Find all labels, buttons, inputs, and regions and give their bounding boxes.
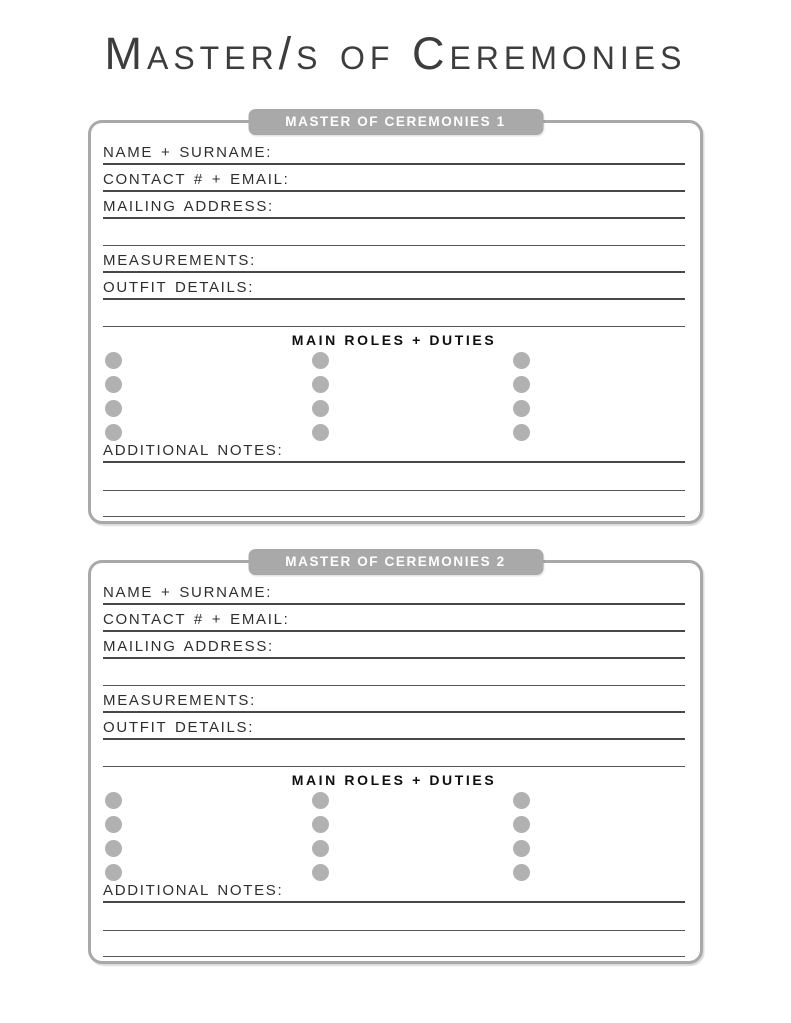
outfit-details-write-line[interactable] xyxy=(254,273,685,298)
mc-section-1-card xyxy=(88,114,703,524)
roles-bullet-grid xyxy=(103,792,685,881)
contact-email-write-line[interactable] xyxy=(290,605,686,630)
measurements-write-line[interactable] xyxy=(256,246,685,271)
bullet-dot xyxy=(513,424,530,441)
bullet-dot xyxy=(105,400,122,417)
bullet-dot xyxy=(312,864,329,881)
outfit-details-field xyxy=(103,713,685,740)
mailing-address-field xyxy=(103,192,685,219)
outfit-details-label: OUTFIT DETAILS: xyxy=(103,718,255,736)
bullet-dot xyxy=(312,376,329,393)
roles-bullet-column-2 xyxy=(312,792,513,881)
notes-extra-write-line-2[interactable] xyxy=(103,931,685,957)
bullet-dot xyxy=(513,352,530,369)
bullet-dot xyxy=(105,352,122,369)
mc-section-2-badge-label: MASTER OF CEREMONIES 2 xyxy=(285,554,506,570)
mc-section-1-badge-label: MASTER OF CEREMONIES 1 xyxy=(285,114,506,130)
bullet-dot xyxy=(105,792,122,809)
bullet-dot xyxy=(312,400,329,417)
bullet-dot xyxy=(312,792,329,809)
contact-email-field xyxy=(103,165,685,192)
bullet-dot xyxy=(105,376,122,393)
roles-bullet-column-2 xyxy=(312,352,513,441)
outfit-details-write-line[interactable] xyxy=(254,713,685,738)
bullet-dot xyxy=(105,816,122,833)
additional-notes-field xyxy=(103,881,685,903)
contact-email-write-line[interactable] xyxy=(290,165,686,190)
additional-notes-label: ADDITIONAL NOTES: xyxy=(103,881,284,899)
main-roles-duties-heading: MAIN ROLES + DUTIES xyxy=(291,771,497,788)
measurements-write-line[interactable] xyxy=(256,686,685,711)
mailing-address-label: MAILING ADDRESS: xyxy=(103,197,274,215)
bullet-dot xyxy=(312,840,329,857)
bullet-dot xyxy=(105,840,122,857)
roles-bullet-column-3 xyxy=(513,352,685,441)
contact-email-field xyxy=(103,605,685,632)
mailing-address-label: MAILING ADDRESS: xyxy=(103,637,274,655)
bullet-dot xyxy=(105,864,122,881)
bullet-dot xyxy=(105,424,122,441)
measurements-label: MEASUREMENTS: xyxy=(103,691,256,709)
measurements-field xyxy=(103,686,685,713)
bullet-dot xyxy=(513,864,530,881)
roles-bullet-column-3 xyxy=(513,792,685,881)
mailing-address-write-line[interactable] xyxy=(274,632,685,657)
notes-extra-write-line-1[interactable] xyxy=(103,463,685,491)
outfit-details-extra-write-line[interactable] xyxy=(103,300,685,327)
name-surname-label: NAME + SURNAME: xyxy=(103,143,273,161)
mc-section-1-badge xyxy=(248,109,543,135)
notes-extra-write-line-1[interactable] xyxy=(103,903,685,931)
roles-bullet-column-1 xyxy=(105,352,312,441)
additional-notes-write-line[interactable] xyxy=(283,881,685,901)
mc-section-2-badge xyxy=(248,549,543,575)
measurements-field xyxy=(103,246,685,273)
mailing-address-extra-write-line[interactable] xyxy=(103,219,685,246)
roles-bullet-grid xyxy=(103,352,685,441)
main-roles-duties-heading: MAIN ROLES + DUTIES xyxy=(291,331,497,348)
additional-notes-label: ADDITIONAL NOTES: xyxy=(103,441,284,459)
contact-email-label: CONTACT # + EMAIL: xyxy=(103,170,290,188)
bullet-dot xyxy=(513,400,530,417)
outfit-details-extra-write-line[interactable] xyxy=(103,740,685,767)
measurements-label: MEASUREMENTS: xyxy=(103,251,256,269)
mailing-address-field xyxy=(103,632,685,659)
bullet-dot xyxy=(312,424,329,441)
bullet-dot xyxy=(513,840,530,857)
additional-notes-field xyxy=(103,441,685,463)
outfit-details-label: OUTFIT DETAILS: xyxy=(103,278,255,296)
contact-email-label: CONTACT # + EMAIL: xyxy=(103,610,290,628)
bullet-dot xyxy=(513,792,530,809)
mailing-address-write-line[interactable] xyxy=(274,192,685,217)
page-title: Master/s of Ceremonies xyxy=(104,28,687,79)
bullet-dot xyxy=(312,816,329,833)
name-surname-label: NAME + SURNAME: xyxy=(103,583,273,601)
roles-bullet-column-1 xyxy=(105,792,312,881)
additional-notes-write-line[interactable] xyxy=(283,441,685,461)
bullet-dot xyxy=(513,376,530,393)
bullet-dot xyxy=(312,352,329,369)
notes-extra-write-line-2[interactable] xyxy=(103,491,685,517)
mailing-address-extra-write-line[interactable] xyxy=(103,659,685,686)
outfit-details-field xyxy=(103,273,685,300)
bullet-dot xyxy=(513,816,530,833)
mc-section-2-card xyxy=(88,554,703,964)
